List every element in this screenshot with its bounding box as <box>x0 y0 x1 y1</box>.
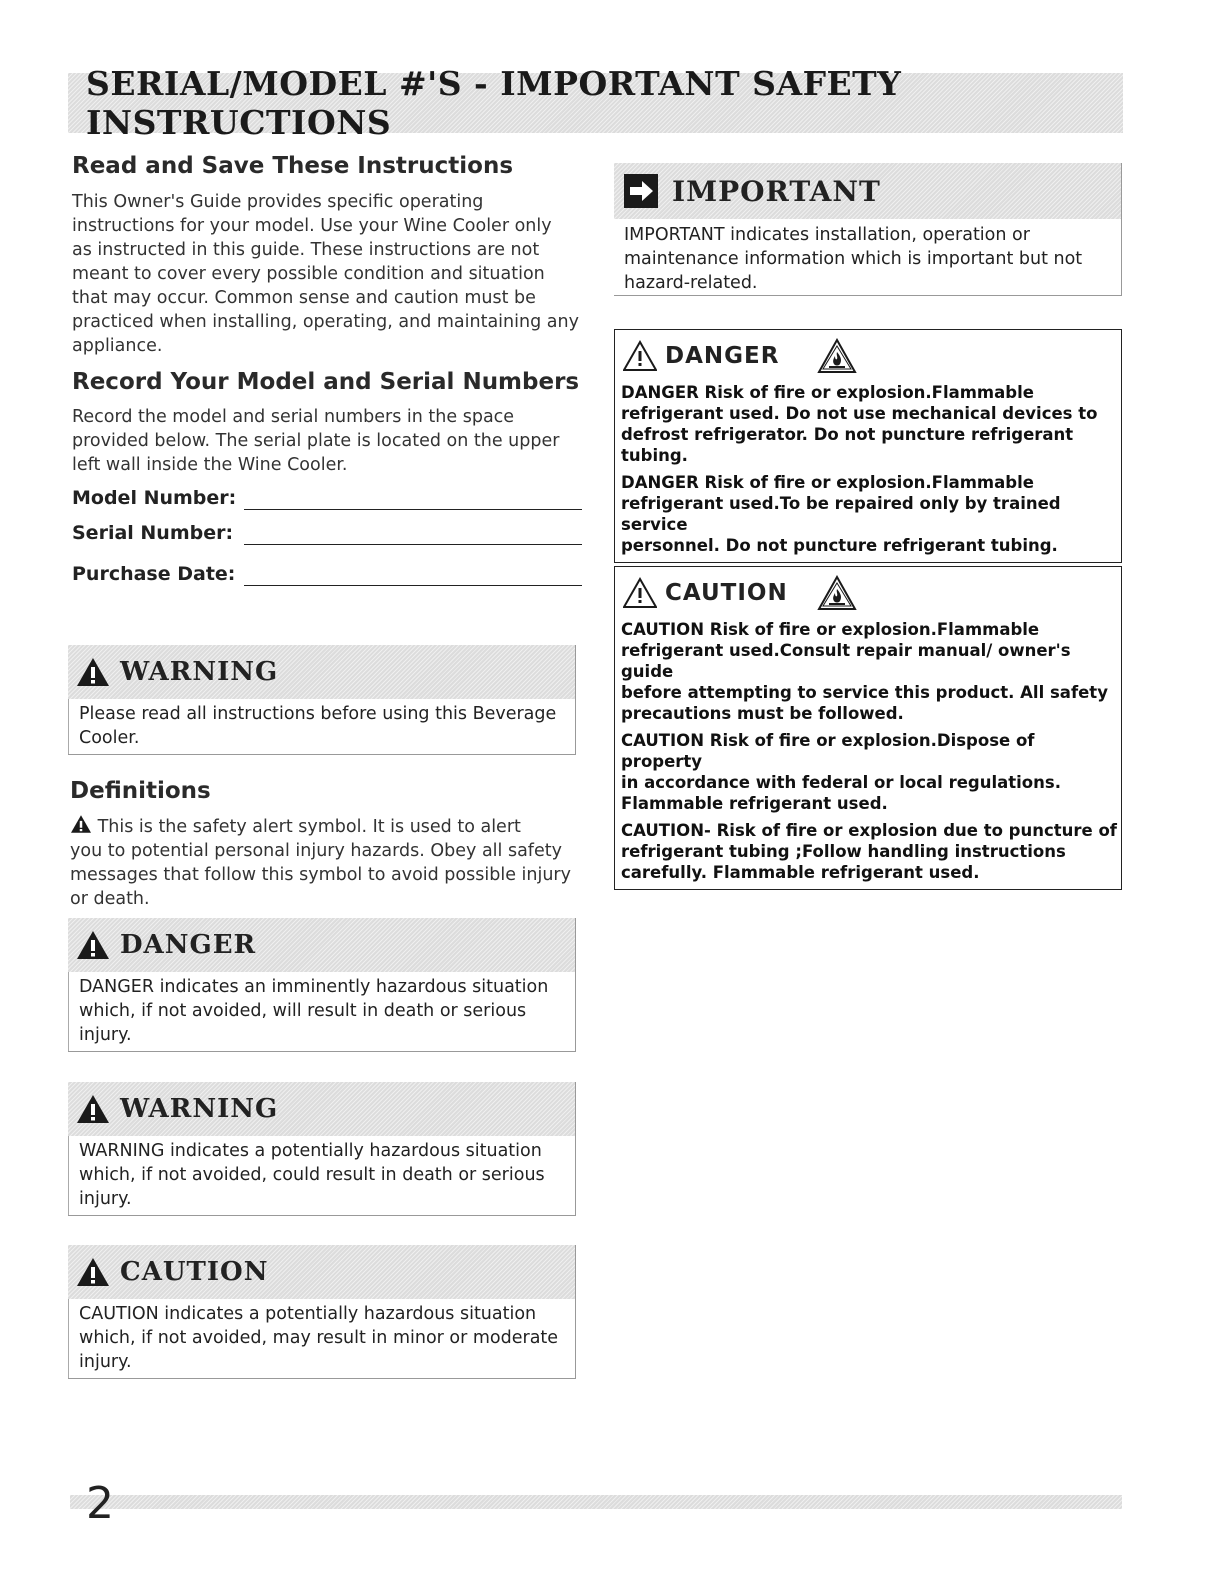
text-line: in accordance with federal or local regulations. <box>621 773 1061 792</box>
text-line: WARNING indicates a potentially hazardous situation <box>79 1141 542 1161</box>
purchase-date-field[interactable] <box>72 563 582 593</box>
text-line: Please read all instructions before using this Beverage <box>79 704 557 724</box>
caution-warning-header <box>615 567 1121 619</box>
safety-alert-icon <box>76 1256 110 1288</box>
text-line: defrost refrigerator. Do not puncture refrigerant tubing. <box>621 425 1074 465</box>
warning-definition-header <box>68 1082 575 1136</box>
important-header <box>614 163 1121 219</box>
text-line: CAUTION Risk of fire or explosion.Dispose of property <box>621 731 1035 771</box>
definitions-text <box>70 814 571 911</box>
caution-paragraph <box>621 730 1117 814</box>
danger-warning-header <box>615 330 1121 382</box>
definitions-heading: Definitions <box>70 778 211 804</box>
caution-warning-label: CAUTION <box>665 580 788 606</box>
text-line: personnel. Do not puncture refrigerant tubing. <box>621 536 1058 555</box>
warning-definition-label: WARNING <box>120 1094 279 1124</box>
warning-definition-box <box>68 1082 576 1216</box>
text-line <box>70 814 571 839</box>
text-line: meant to cover every possible condition and situation <box>72 264 545 284</box>
safety-alert-icon <box>76 1093 110 1125</box>
text-line: that may occur. Common sense and caution must be <box>72 288 536 308</box>
caution-paragraph <box>621 820 1117 883</box>
text-line: before attempting to service this product. All safety <box>621 683 1108 702</box>
text-line: maintenance information which is important but not <box>624 249 1083 269</box>
text-line: CAUTION Risk of fire or explosion.Flammable <box>621 620 1040 639</box>
text-line: instructions for your model. Use your Wine Cooler only <box>72 216 552 236</box>
text-line: injury. <box>79 1189 132 1209</box>
text-line: which, if not avoided, may result in minor or moderate <box>79 1328 559 1348</box>
model-number-label: Model Number: <box>72 487 237 509</box>
model-number-field[interactable] <box>72 487 582 517</box>
warning-notice-header <box>68 645 575 699</box>
danger-definition-text <box>68 972 575 1051</box>
text-line: you to potential personal injury hazards. Obey all safety <box>70 841 562 861</box>
caution-warning-box <box>614 566 1122 890</box>
danger-paragraph <box>621 472 1117 556</box>
text-line: CAUTION indicates a potentially hazardous situation <box>79 1304 537 1324</box>
text-line: refrigerant used. Do not use mechanical devices to <box>621 404 1098 423</box>
text-line: refrigerant used.To be repaired only by trained service <box>621 494 1061 534</box>
text-line: messages that follow this symbol to avoid possible injury <box>70 865 571 885</box>
text-line: precautions must be followed. <box>621 704 904 723</box>
text-line: Flammable refrigerant used. <box>621 794 888 813</box>
danger-definition-header <box>68 918 575 972</box>
text-line: carefully. Flammable refrigerant used. <box>621 863 980 882</box>
model-number-line[interactable] <box>244 509 582 510</box>
text-line: DANGER Risk of fire or explosion.Flammable <box>621 473 1034 492</box>
text-line: injury. <box>79 1025 132 1045</box>
read-save-heading: Read and Save These Instructions <box>72 153 514 179</box>
text-line: DANGER indicates an imminently hazardous situation <box>79 977 549 997</box>
text-line: hazard-related. <box>624 273 758 293</box>
arrow-right-icon <box>624 174 658 208</box>
text-line: refrigerant tubing ;Follow handling instructions <box>621 842 1066 861</box>
read-save-text <box>72 190 579 358</box>
footer-bar <box>70 1495 1122 1509</box>
text-line: injury. <box>79 1352 132 1372</box>
important-box <box>614 163 1122 296</box>
text-line: refrigerant used.Consult repair manual/ owner's guide <box>621 641 1071 681</box>
text-line: appliance. <box>72 336 163 356</box>
text-line: left wall inside the Wine Cooler. <box>72 455 348 475</box>
safety-alert-icon <box>76 929 110 961</box>
caution-definition-label: CAUTION <box>120 1257 269 1287</box>
page-title-bar <box>68 64 1123 142</box>
text-line: DANGER Risk of fire or explosion.Flammable <box>621 383 1034 402</box>
record-heading: Record Your Model and Serial Numbers <box>72 369 580 395</box>
text-line: practiced when installing, operating, and maintaining any <box>72 312 579 332</box>
text-line: provided below. The serial plate is located on the upper <box>72 431 560 451</box>
text-line: or death. <box>70 889 150 909</box>
caution-definition-text <box>68 1299 575 1378</box>
warning-notice-label: WARNING <box>120 657 279 687</box>
danger-paragraph <box>621 382 1117 466</box>
purchase-date-line[interactable] <box>244 585 582 586</box>
serial-number-label: Serial Number: <box>72 522 234 544</box>
important-text <box>614 219 1121 299</box>
flammable-icon <box>817 575 857 611</box>
text-line: Cooler. <box>79 728 140 748</box>
caution-definition-header <box>68 1245 575 1299</box>
warning-notice-text <box>68 699 575 754</box>
caution-paragraph <box>621 619 1117 724</box>
important-label: IMPORTANT <box>672 174 881 208</box>
safety-alert-icon <box>623 577 657 609</box>
safety-alert-icon <box>623 340 657 372</box>
caution-definition-box <box>68 1245 576 1379</box>
flammable-icon <box>817 338 857 374</box>
page-number: 2 <box>86 1478 114 1529</box>
safety-alert-icon <box>70 814 92 834</box>
safety-alert-icon <box>76 656 110 688</box>
purchase-date-label: Purchase Date: <box>72 563 236 585</box>
text-line: This Owner's Guide provides specific operating <box>72 192 484 212</box>
serial-number-line[interactable] <box>244 544 582 545</box>
text-line: CAUTION- Risk of fire or explosion due to puncture of <box>621 821 1117 840</box>
danger-definition-label: DANGER <box>120 930 257 960</box>
text-line: which, if not avoided, could result in death or serious <box>79 1165 545 1185</box>
text-line: as instructed in this guide. These instructions are not <box>72 240 540 260</box>
text-line: IMPORTANT indicates installation, operation or <box>624 225 1030 245</box>
text-line-content: This is the safety alert symbol. It is used to alert <box>97 817 521 837</box>
danger-warning-box <box>614 329 1122 563</box>
warning-notice-box <box>68 645 576 755</box>
serial-number-field[interactable] <box>72 522 582 552</box>
record-text <box>72 405 559 477</box>
warning-definition-text <box>68 1136 575 1215</box>
text-line: Record the model and serial numbers in the space <box>72 407 515 427</box>
danger-warning-label: DANGER <box>665 343 780 369</box>
danger-definition-box <box>68 918 576 1052</box>
text-line: which, if not avoided, will result in death or serious <box>79 1001 527 1021</box>
page-title: SERIAL/MODEL #'S - IMPORTANT SAFETY INSTRUCTIONS <box>86 64 902 142</box>
